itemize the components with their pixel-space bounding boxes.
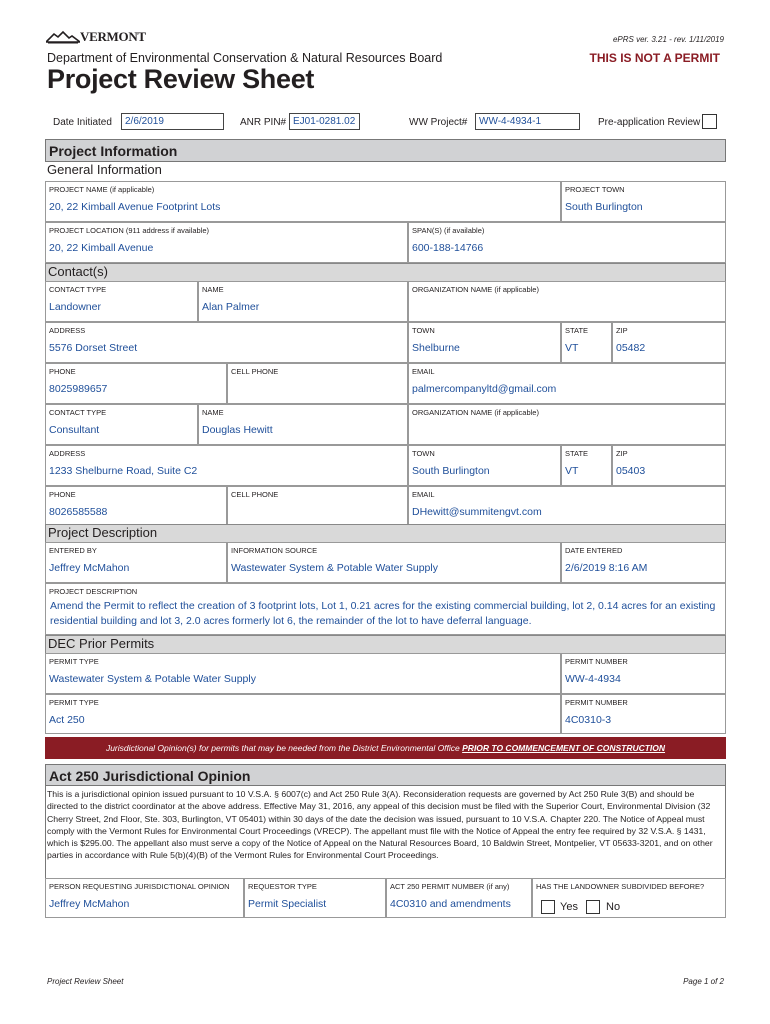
town-label: TOWN: [412, 449, 435, 458]
act250-paragraph: This is a jurisdictional opinion issued pursuant to 10 V.S.A. § 6007(c) and Act 250 Rule 3(A). Reconsideration requests are governed by Act 250 Rule 3(B) and should be directed to the district coordinator at the above address. Effective May 31, 2016, any appeal of this decision must be filed with the Superior Court, Environmental Division (32 Cherry Street, 2nd Floor, Ste. 303, Burlington, VT 05401) within 30 days of the date the decision was issued, pursuant to 10 V.S.A. Chapter 220. The Notice of Appeal must comply with the Vermont Rules for Environmental Court Proceedings (VRECP). The appellant must file with the Notice of Appeal the entry fee required by 32 V.S.A. § 1431, which is $295.00. The appellant also must serve a copy of the Notice of Appeal on the Natural Resources Board, 10 Baldwin Street, Montpelier, VT 05633-3201, and on other parties in accordance with Rule 5(b)(4)(B) of the Vermont Rules for Environmental Court Proceedings.: [47, 789, 713, 861]
state-cell[interactable]: [561, 445, 612, 486]
ww-project-field[interactable]: WW-4-4934-1: [475, 113, 580, 130]
permit-type-cell[interactable]: [45, 694, 561, 734]
requester-label: PERSON REQUESTING JURISDICTIONAL OPINION: [49, 882, 230, 891]
contact-type-label: CONTACT TYPE: [49, 285, 107, 294]
zip-label: ZIP: [616, 449, 628, 458]
cell-phone-cell[interactable]: [227, 363, 408, 404]
phone-label: PHONE: [49, 367, 76, 376]
prior-permits-title: DEC Prior Permits: [45, 635, 726, 654]
page-number: Page 1 of 2: [683, 977, 724, 986]
state-cell[interactable]: [561, 322, 612, 363]
phone-label: PHONE: [49, 490, 76, 499]
organization-label: ORGANIZATION NAME (if applicable): [412, 285, 539, 294]
project-name-label: PROJECT NAME (if applicable): [49, 185, 155, 194]
not-permit-notice: THIS IS NOT A PERMIT: [589, 51, 720, 65]
date-initiated-field[interactable]: 2/6/2019: [121, 113, 224, 130]
address-label: ADDRESS: [49, 449, 86, 458]
address-value: 5576 Dorset Street: [49, 342, 138, 354]
requester-type-value: Permit Specialist: [248, 898, 327, 910]
date-initiated-label: Date Initiated: [53, 117, 112, 128]
contact-name-label: NAME: [202, 285, 224, 294]
permit-type-label: PERMIT TYPE: [49, 657, 99, 666]
permit-number-value: WW-4-4934: [565, 673, 621, 685]
email-label: EMAIL: [412, 367, 435, 376]
subdivided-cell: [532, 878, 726, 918]
organization-cell[interactable]: [408, 281, 726, 322]
zip-value: 05403: [616, 465, 646, 477]
info-source-value: Wastewater System & Potable Water Supply: [231, 562, 438, 574]
version-text: ePRS ver. 3.21 - rev. 1/11/2019: [612, 35, 724, 44]
banner-text: Jurisdictional Opinion(s) for permits that may be needed from the District Environmental Office: [105, 743, 463, 753]
banner-emphasis: PRIOR TO COMMENCEMENT OF CONSTRUCTION: [462, 743, 666, 753]
anr-pin-field[interactable]: EJ01-0281.02: [289, 113, 360, 130]
permit-number-cell[interactable]: [561, 694, 726, 734]
address-label: ADDRESS: [49, 326, 86, 335]
contact-name-value: Douglas Hewitt: [202, 424, 273, 436]
state-label: STATE: [565, 326, 589, 335]
zip-value: 05482: [616, 342, 646, 354]
entered-by-value: Jeffrey McMahon: [49, 562, 130, 574]
span-label: SPAN(S) (if available): [412, 226, 485, 235]
contact-name-cell[interactable]: [198, 404, 408, 445]
cell-phone-cell[interactable]: [227, 486, 408, 527]
logo-text: VERMONT: [80, 29, 146, 44]
permit-type-value: Wastewater System & Potable Water Supply: [49, 673, 256, 685]
vermont-logo: [46, 28, 146, 46]
phone-cell[interactable]: [45, 363, 227, 404]
phone-cell[interactable]: [45, 486, 227, 527]
section-title-project-information: Project Information: [45, 139, 726, 162]
state-value: VT: [565, 465, 579, 477]
project-description-cell[interactable]: [45, 583, 726, 635]
act250-permit-number-label: ACT 250 PERMIT NUMBER (if any): [390, 882, 510, 891]
contacts-title: Contact(s): [45, 263, 726, 282]
town-cell[interactable]: [408, 445, 561, 486]
mountain-icon: [46, 30, 80, 44]
info-source-cell[interactable]: [227, 542, 561, 583]
organization-cell[interactable]: [408, 404, 726, 445]
page-title: Project Review Sheet: [47, 64, 315, 94]
act250-permit-number-value: 4C0310 and amendments: [390, 898, 511, 910]
email-value: DHewitt@summitengvt.com: [412, 506, 542, 518]
project-description-value: Amend the Permit to reflect the creation of 3 footprint lots, Lot 1, 0.21 acres for the existing commercial building, lot 2, 0.14 acres for an existing residential building and lot 3, 2.0 acres formerly lot 6, the remainder of the lot to have deferral language.: [50, 600, 716, 627]
town-value: Shelburne: [412, 342, 460, 354]
project-name-value: 20, 22 Kimball Avenue Footprint Lots: [49, 201, 221, 213]
town-cell[interactable]: [408, 322, 561, 363]
contact-name-cell[interactable]: [198, 281, 408, 322]
contact-name-value: Alan Palmer: [202, 301, 260, 313]
entered-by-cell[interactable]: [45, 542, 227, 583]
project-location-label: PROJECT LOCATION (911 address if available): [49, 226, 210, 235]
email-label: EMAIL: [412, 490, 435, 499]
yes-label: Yes: [560, 901, 578, 913]
contact-type-cell[interactable]: [45, 281, 198, 322]
project-description-label: PROJECT DESCRIPTION: [49, 587, 138, 596]
contact-type-value: Consultant: [49, 424, 100, 436]
no-checkbox[interactable]: [586, 900, 600, 914]
permit-number-label: PERMIT NUMBER: [565, 657, 628, 666]
requester-cell[interactable]: [45, 878, 244, 918]
no-label: No: [606, 901, 621, 913]
project-town-label: PROJECT TOWN: [565, 185, 625, 194]
address-cell[interactable]: [45, 322, 408, 363]
footer-left: Project Review Sheet: [47, 977, 124, 986]
town-value: South Burlington: [412, 465, 490, 477]
address-cell[interactable]: [45, 445, 408, 486]
permit-number-value: 4C0310-3: [565, 714, 612, 726]
cell-phone-label: CELL PHONE: [231, 490, 279, 499]
act250-title: Act 250 Jurisdictional Opinion: [45, 764, 726, 786]
email-cell[interactable]: [408, 486, 726, 527]
date-entered-label: DATE ENTERED: [565, 546, 623, 555]
entered-by-label: ENTERED BY: [49, 546, 97, 555]
contact-name-label: NAME: [202, 408, 224, 417]
span-cell[interactable]: [408, 222, 726, 263]
subdivided-label: HAS THE LANDOWNER SUBDIVIDED BEFORE?: [536, 882, 705, 891]
email-cell[interactable]: [408, 363, 726, 404]
date-entered-value: 2/6/2019 8:16 AM: [565, 562, 648, 574]
phone-value: 8026585588: [49, 506, 108, 518]
project-town-cell[interactable]: [561, 181, 726, 222]
preapp-review-label: Pre-application Review: [598, 117, 701, 128]
phone-value: 8025989657: [49, 383, 108, 395]
date-entered-cell[interactable]: [561, 542, 726, 583]
jurisdictional-banner: [45, 737, 726, 759]
state-value: VT: [565, 342, 579, 354]
contact-type-cell[interactable]: [45, 404, 198, 445]
town-label: TOWN: [412, 326, 435, 335]
act250-permit-number-cell[interactable]: [386, 878, 532, 918]
ww-project-label: WW Project#: [409, 117, 468, 128]
span-value: 600-188-14766: [412, 242, 484, 254]
email-value: palmercompanyltd@gmail.com: [412, 383, 557, 395]
project-location-value: 20, 22 Kimball Avenue: [49, 242, 154, 254]
anr-pin-label: ANR PIN#: [240, 117, 287, 128]
address-value: 1233 Shelburne Road, Suite C2: [49, 465, 198, 477]
info-source-label: INFORMATION SOURCE: [231, 546, 318, 555]
requester-type-label: REQUESTOR TYPE: [248, 882, 317, 891]
permit-type-label: PERMIT TYPE: [49, 698, 99, 707]
zip-cell[interactable]: [612, 445, 726, 486]
department-name: Department of Environmental Conservation & Natural Resources Board: [47, 51, 443, 65]
permit-number-label: PERMIT NUMBER: [565, 698, 628, 707]
contact-type-label: CONTACT TYPE: [49, 408, 107, 417]
project-description-title: Project Description: [45, 524, 726, 543]
yes-checkbox[interactable]: [541, 900, 555, 914]
zip-label: ZIP: [616, 326, 628, 335]
requester-type-cell[interactable]: [244, 878, 386, 918]
permit-type-cell[interactable]: [45, 653, 561, 694]
project-name-cell[interactable]: [45, 181, 561, 222]
state-label: STATE: [565, 449, 589, 458]
requester-value: Jeffrey McMahon: [49, 898, 130, 910]
general-information-title: General Information: [45, 162, 726, 181]
preapp-review-checkbox[interactable]: [702, 114, 717, 129]
permit-type-value: Act 250: [49, 714, 85, 726]
organization-label: ORGANIZATION NAME (if applicable): [412, 408, 539, 417]
project-town-value: South Burlington: [565, 201, 643, 213]
cell-phone-label: CELL PHONE: [231, 367, 279, 376]
contact-type-value: Landowner: [49, 301, 101, 313]
project-location-cell[interactable]: [45, 222, 408, 263]
zip-cell[interactable]: [612, 322, 726, 363]
permit-number-cell[interactable]: [561, 653, 726, 694]
